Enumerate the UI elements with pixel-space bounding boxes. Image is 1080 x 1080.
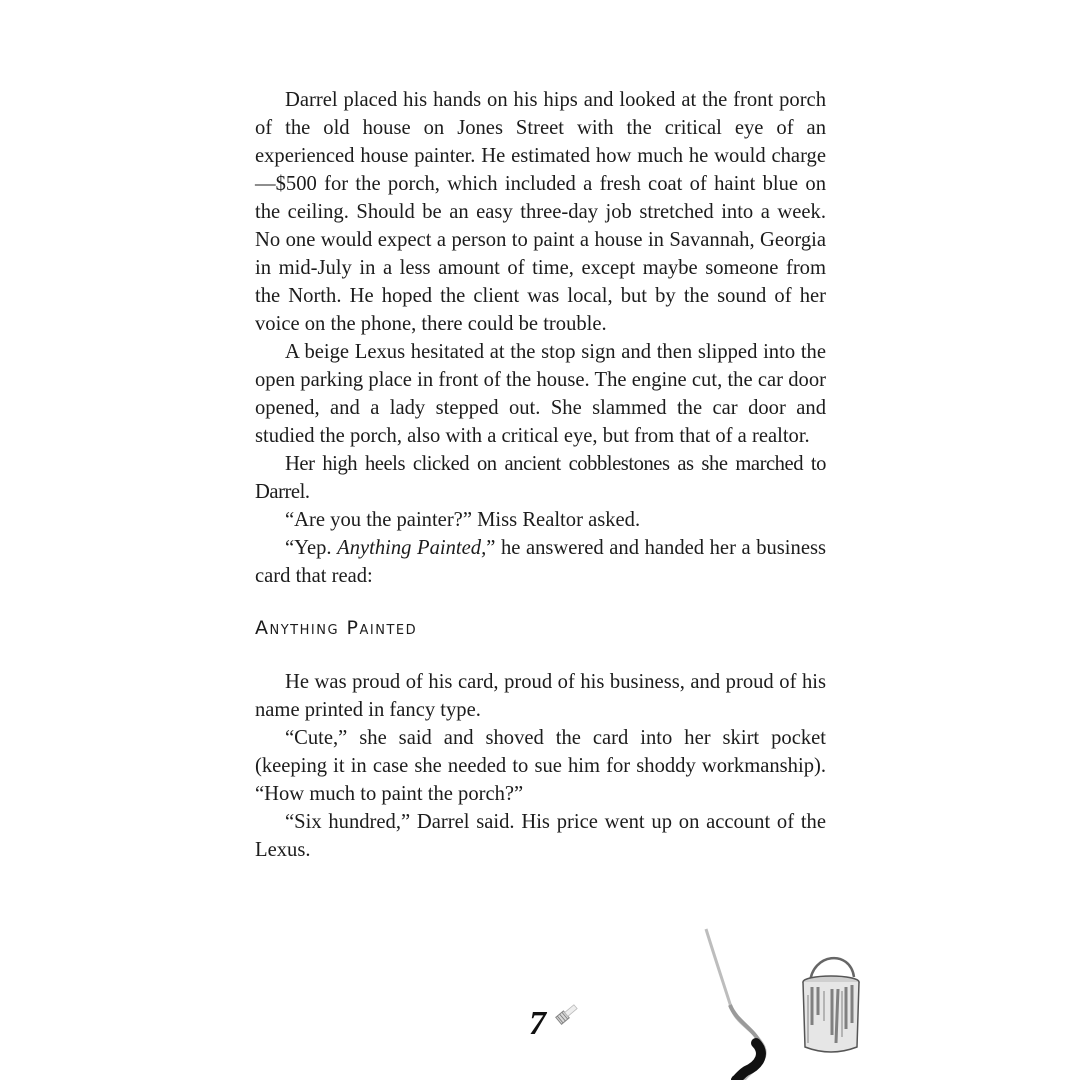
book-page-body	[255, 86, 826, 864]
quote-open: “Yep.	[285, 537, 338, 559]
paragraph-4: “Are you the painter?” Miss Realtor asked.	[285, 509, 641, 531]
page-number: 7	[529, 1005, 546, 1042]
paragraph-5	[255, 534, 826, 590]
paragraph-6: He was proud of his card, proud of his business, and proud of his name printed in fancy type.	[255, 671, 826, 721]
paragraph-2: A beige Lexus hesitated at the stop sign and then slipped into the open parking place in front of the house. The engine cut, the car door opened, and a lady stepped out. She slammed the car door and studied the porch, also with a critical eye, but from that of a realtor.	[255, 341, 826, 447]
paragraph-3: Her high heels clicked on ancient cobblestones as she marched to Darrel.	[255, 453, 826, 503]
business-name-italic: Anything Painted,	[337, 537, 487, 559]
paragraph-1: Darrel placed his hands on his hips and looked at the front porch of the old house on Jones Street with the critical eye of an experienced house painter. He estimated how much he would charge—$500 for the porch, which included a fresh coat of haint blue on the ceiling. Should be an easy three-day job stretched into a week. No one would expect a person to paint a house in Savannah, Georgia in mid-July in a less amount of time, except maybe someone from the North. He hoped the client was local, but by the sound of her voice on the phone, there could be trouble.	[255, 89, 826, 335]
paintbrush-icon	[550, 1000, 582, 1028]
paragraph-7	[255, 724, 826, 808]
paragraph-8: “Six hundred,” Darrel said. His price went up on account of the Lexus.	[255, 811, 826, 861]
quote-rest: ” he answered and handed her a business card that read:	[255, 537, 826, 587]
business-card-text: Anything Painted	[255, 617, 418, 639]
paint-bucket-and-brush-stroke-illustration	[700, 925, 870, 1080]
paragraph-7-text: “Cute,” she said and shoved the card into her skirt pocket (keeping it in case she needed to sue him for shoddy workmanship). “How much to paint the porch?”	[255, 727, 826, 805]
